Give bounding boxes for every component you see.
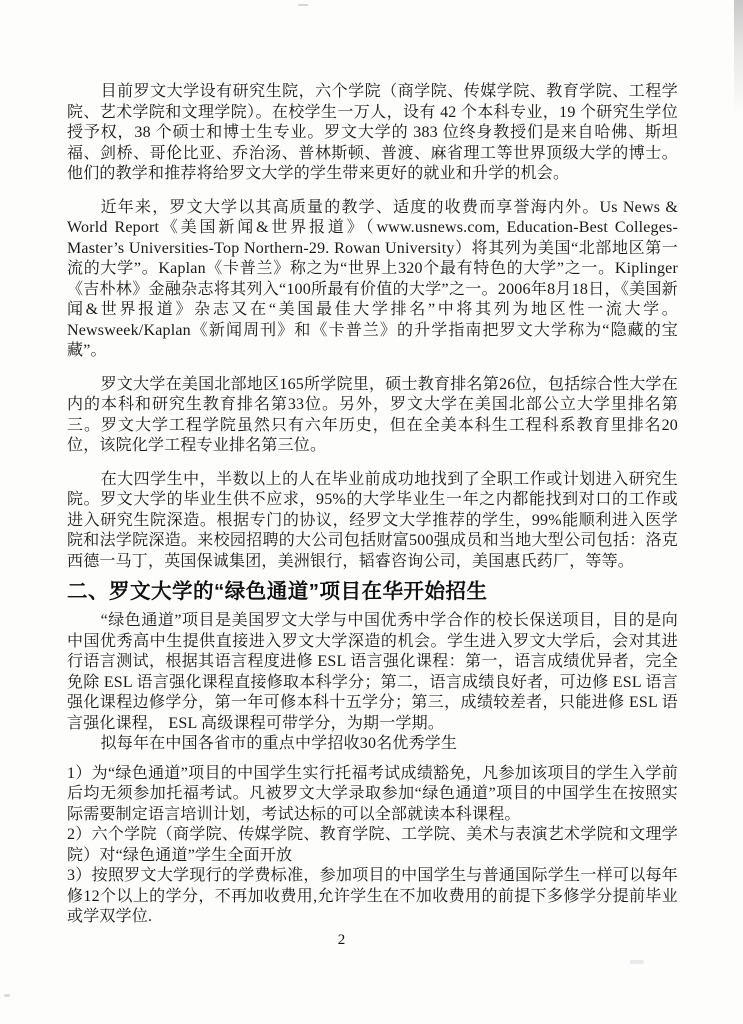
paragraph-recruit-plan: 拟每年在中国各省市的重点中学招收30名优秀学生 (100, 735, 458, 752)
green-channel-policy-list (67, 764, 678, 928)
scan-artifact-speck (298, 4, 308, 6)
list-item-colleges-open: 2）六个学院（商学院、传媒学院、教育学院、工学院、美术与表演艺术学院和文理学院）对“绿色通道”学生全面开放 (67, 826, 678, 864)
list-item-toefl-waiver: 1）为“绿色通道”项目的中国学生实行托福考试成绩豁免，凡参加该项目的学生入学前后均无须参加托福考试。凡被罗文大学录取参加“绿色通道”项目的中国学生在按照实际需要制定语言培训计划，考试达标的可以全部就读本科课程。 (67, 764, 678, 823)
scan-artifact-right-edge (734, 0, 743, 115)
list-item-tuition-credits: 3）按照罗文大学现行的学费标准，参加项目的中国学生与普通国际学生一样可以每年修12个以上的学分，不再加收费用,允许学生在不加收费用的前提下多修学分提前毕业或学双学位. (67, 867, 678, 925)
page-number: 2 (337, 932, 346, 948)
section-heading-green-channel: 二、罗文大学的“绿色通道”项目在华开始招生 (67, 580, 488, 603)
paragraph-reputation: 近年来，罗文大学以其高质量的教学、适度的收费而享誉海内外。Us News & World Report《美国新闻&世界报道》（www.usnews.com, Education-Best Colleges-Master’s Universities-Top Northern-29. Rowan University）将其列为美国“北部地区第一流的大学”。Kaplan《卡普兰》称之为“世界上320个最有特色的大学”之一。Kiplinger《吉朴林》金融杂志将其列入“100所最有价值的大学”之一。2006年8月18日，《美国新闻&世界报道》杂志又在“美国最佳大学排名”中将其列为地区性一流大学。Newsweek/Kaplan《新闻周刊》和《卡普兰》的升学指南把罗文大学称为“隐藏的宝藏”。 (67, 198, 678, 359)
paragraph-rankings: 罗文大学在美国北部地区165所学院里，硕士教育排名第26位，包括综合性大学在内的本科和研究生教育排名第33位。另外，罗文大学在美国北部公立大学里排名第三。罗文大学工程学院虽然只有六年历史，但在全美本科生工程科系教育里排名20位，该院化学工程专业排名第三位。 (67, 375, 678, 454)
document-content (67, 82, 678, 928)
scan-artifact-speck (4, 994, 10, 997)
paragraph-green-channel-intro: “绿色通道”项目是美国罗文大学与中国优秀中学合作的校长保送项目，目的是向中国优秀高中生提供直接进入罗文大学深造的机会。学生进入罗文大学后，会对其进行语言测试，根据其语言程度进修 ESL 语言强化课程：第一，语言成绩优异者，完全免除 ESL 语言强化课程直接修取本科学分；第二，语言成绩良好者，可边修 ESL 语言强化课程边修学分，第一年可修本科十五学分；第三，成绩较差者，只能进修 ESL 语言强化课程， ESL 高级课程可带学分，为期一学期。 (67, 612, 678, 732)
paragraph-university-overview: 目前罗文大学设有研究生院，六个学院（商学院、传媒学院、教育学院、工程学院、艺术学院和文理学院）。在校学生一万人，设有 42 个本科专业，19 个研究生学位授予权，38 个硕士和博士生专业。罗文大学的 383 位终身教授们是来自哈佛、斯坦福、剑桥、哥伦比亚、乔治汤、普林斯顿、普渡、麻省理工等世界顶级大学的博士。他们的教学和推荐将给罗文大学的学生带来更好的就业和升学的机会。 (67, 83, 678, 182)
scan-artifact-speck (630, 960, 644, 964)
paragraph-employment: 在大四学生中，半数以上的人在毕业前成功地找到了全职工作或计划进入研究生院。罗文大学的毕业生供不应求，95%的大学毕业生一年之内都能找到对口的工作或进入研究生院深造。根据专门的协议，经罗文大学推荐的学生，99%能顺利进入医学院和法学院深造。来校园招聘的大公司包括财富500强成员和当地大型公司包括：洛克西德一马丁，英国保诚集团，美洲银行，韬睿咨询公司，美国惠氏药厂，等等。 (67, 470, 678, 570)
